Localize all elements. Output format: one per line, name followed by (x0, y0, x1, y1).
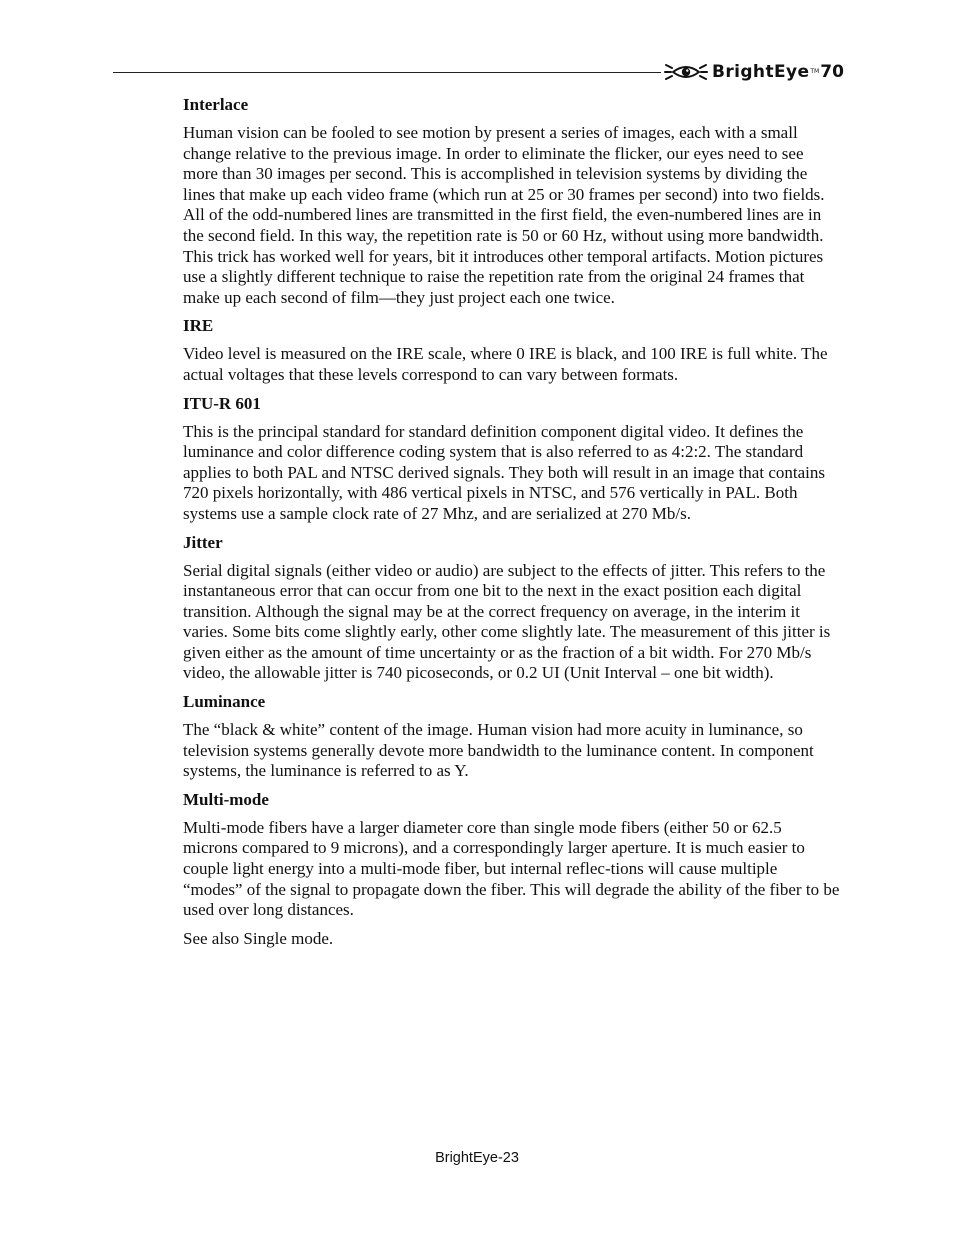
term-heading: Multi-mode (183, 789, 269, 809)
term-heading: Interlace (183, 95, 249, 114)
term-definition: This is the principal standard for standard definition component digital video. It defines the luminance and color difference coding system that is also referred to as 4:2:2. The standard applies to both PAL and NTSC derived signals. They both will result in an image that contains 720 pixels horizontally, with 486 vertical pixels in NTSC, and 576 vertically in PAL. Both systems use a sample clock rate of 27 Mhz, and are serialized at 270 Mb/s. (183, 421, 825, 523)
term-heading: Jitter (183, 532, 223, 552)
term-heading: Luminance (183, 692, 266, 712)
page-number: BrightEye-23 (435, 1150, 519, 1166)
header-rule (113, 72, 661, 73)
term-definition: Serial digital signals (either video or audio) are subject to the effects of jitter. This refers to the instantaneous error that can occur from one bit to the next in the exact position each digital transition. Although the signal may be at the correct frequency on average, in the interim it varies. Some bits come slightly early, other come slightly late. The measurement of this jitter is given either as the amount of time uncertainty or as the fraction of a bit width. For 270 Mb/s video, the allowable jitter is 740 picoseconds, or 0.2 UI (Unit Interval – one bit width). (183, 560, 831, 683)
term-definition: Multi-mode fibers have a larger diameter core than single mode fibers (either 50 or 62.5 microns compared to 9 microns), and a correspondingly larger aperture. It is much easier to couple light energy into a multi-mode fiber, but internal reflec-tions will cause multiple “modes” of the signal to propagate down the fiber. This will degrade the ability of the fiber to be used over long distances. (183, 817, 840, 920)
term-heading: ITU-R 601 (183, 393, 261, 413)
logo-model-number: 70 (820, 62, 844, 82)
glossary-content (183, 95, 840, 949)
term-definition: The “black & white” content of the image. Human vision had more acuity in luminance, so television systems generally devote more bandwidth to the luminance content. In component systems, the luminance is referred to as Y. (183, 720, 814, 781)
brighteye-logo (664, 58, 844, 86)
term-definition: Human vision can be fooled to see motion by present a series of images, each with a small change relative to the previous image. In order to eliminate the flicker, our eyes need to see more than 30 images per second. This is accomplished in television systems by dividing the lines that make up each video frame (which run at 25 or 30 frames per second) into two fields. All of the odd-numbered lines are transmitted in the first field, the even-numbered lines are in the second field. In this way, the repetition rate is 50 or 60 Hz, without using more bandwidth. This trick has worked well for years, bit it introduces other temporal artifacts. Motion pictures use a slightly different technique to raise the repetition rate from the original 24 frames that make up each second of film—they just project each one twice. (183, 123, 825, 307)
see-also-note: See also Single mode. (183, 928, 334, 948)
logo-brand-text: BrightEye (712, 61, 810, 82)
term-definition: Video level is measured on the IRE scale, where 0 IRE is black, and 100 IRE is full white. The actual voltages that these levels correspond to can vary between formats. (183, 344, 828, 384)
logo-trademark: TM (810, 67, 820, 75)
eye-icon (664, 61, 708, 83)
term-heading: IRE (183, 316, 214, 336)
